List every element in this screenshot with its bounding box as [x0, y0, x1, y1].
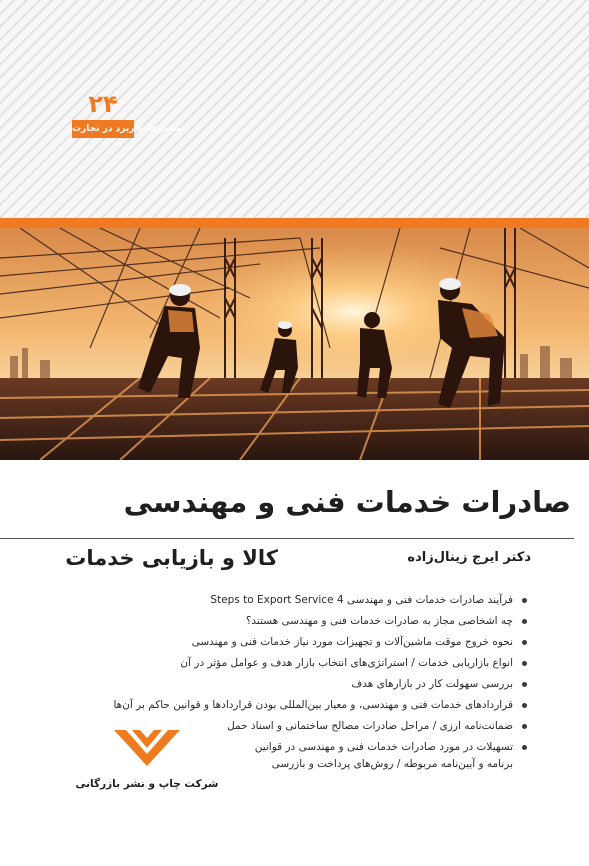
list-item — [127, 613, 527, 630]
bullet-icon — [522, 703, 527, 708]
topic-text: قراردادهای خدمات فنی و مهندسی، و معیار بین‌المللی بودن قراردادها و قوانین حاکم بر آن‌ها — [113, 699, 513, 711]
cover-photo-construction-workers — [0, 228, 589, 460]
bullet-icon — [522, 619, 527, 624]
topic-text: انواع بازاریابی خدمات / استراتژی‌های انتخاب بازار هدف و عوامل مؤثر در آن — [180, 657, 513, 669]
bullet-icon — [522, 661, 527, 666]
bullet-icon — [522, 724, 527, 729]
series-badge — [72, 90, 182, 140]
book-subtitle: کالا و بازیابی خدمات — [65, 546, 278, 570]
topic-text: نحوه خروج موقت ماشین‌آلات و تجهیزات مورد نیاز خدمات فنی و مهندسی — [191, 636, 513, 648]
publisher-name: شرکت چاپ و نشر بازرگانی — [75, 778, 219, 790]
list-item — [127, 655, 527, 672]
title-divider — [0, 538, 574, 539]
publisher-logo-icon — [112, 726, 182, 774]
topic-text: ضمانت‌نامه ارزی / مراحل صادرات مصالح ساختمانی و اسناد حمل — [227, 720, 513, 732]
book-title: صادرات خدمات فنی و مهندسی — [123, 485, 571, 519]
list-item — [127, 634, 527, 651]
topic-text: بررسی سهولت کار در بازارهای هدف — [351, 678, 513, 690]
list-item — [127, 676, 527, 693]
series-name: مجموعه کاربرد در تجارت — [72, 120, 134, 138]
list-item — [127, 592, 527, 609]
bullet-icon — [522, 598, 527, 603]
topic-text-continued: برنامه و آیین‌نامه مربوطه / روش‌های پرداخت و بازرسی — [271, 758, 513, 770]
publisher-block — [72, 726, 222, 806]
author-name: دکتر ایرج زینال‌زاده — [407, 550, 531, 565]
bullet-icon — [522, 745, 527, 750]
topic-text: فرآیند صادرات خدمات فنی و مهندسی Steps to Export Service 4 — [210, 594, 513, 606]
bullet-icon — [522, 682, 527, 687]
accent-band — [0, 218, 589, 228]
list-item — [113, 697, 527, 714]
topic-text: چه اشخاصی مجاز به صادرات خدمات فنی و مهندسی هستند؟ — [245, 615, 513, 627]
bullet-icon — [522, 640, 527, 645]
topic-text: تسهیلات در مورد صادرات خدمات فنی و مهندسی در قوانین — [254, 741, 513, 753]
series-number: ۲۴ — [88, 90, 118, 118]
